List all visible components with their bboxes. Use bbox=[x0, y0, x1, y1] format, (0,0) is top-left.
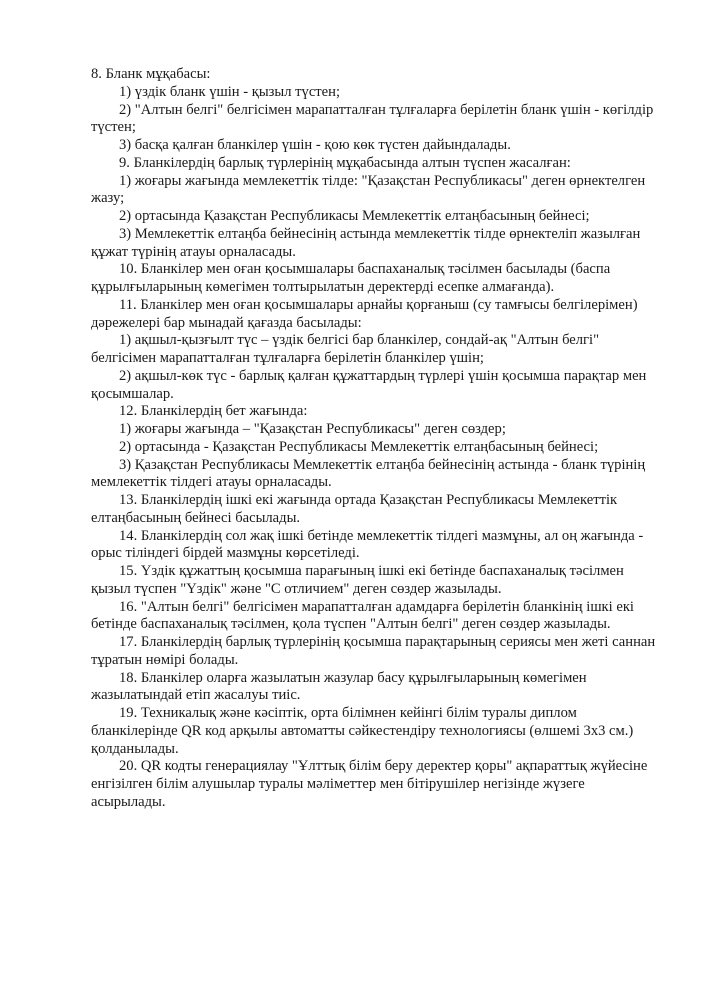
text-line: асырылады. bbox=[91, 793, 166, 810]
text-line: қосымшалар. bbox=[91, 385, 174, 402]
text-line: 11. Бланкілер мен оған қосымшалары арнайы қорғаныш (су тамғысы белгілерімен) bbox=[119, 296, 638, 313]
text-line: енгізілген білім алушылар туралы мәліметтер мен бітірушілер негізінде жүзеге bbox=[91, 776, 585, 792]
text-line: бетінде баспаханалық тәсілмен, қола түспен "Алтын белгі" деген сөздер жазылады. bbox=[91, 616, 611, 633]
text-line: 12. Бланкілердің бет жағында: bbox=[119, 403, 308, 420]
text-line: орыс тіліндегі бірдей мазмұны көрсетіледі. bbox=[91, 545, 360, 562]
text-line: жазылатындай етіп жасалуы тиіс. bbox=[91, 687, 301, 704]
text-line: 17. Бланкілердің барлық түрлерінің қосымша парақтарының сериясы мен жеті саннан bbox=[119, 634, 656, 650]
text-line: 14. Бланкілердің сол жақ ішкі бетінде мемлекеттік тілдегі мазмұны, ал оң жағында - bbox=[119, 527, 644, 544]
text-line: 20. QR кодты генерациялау "Ұлттық білім беру деректер қоры" ақпараттық жүйесіне bbox=[119, 758, 648, 775]
text-line: 19. Техникалық және кәсіптік, орта білімнен кейінгі білім туралы диплом bbox=[119, 705, 577, 721]
text-line: 18. Бланкілер оларға жазылатын жазулар басу құрылғыларының көмегімен bbox=[119, 669, 587, 686]
text-line: мемлекеттік тілдегі атауы орналасады. bbox=[91, 474, 332, 491]
text-line: 13. Бланкілердің ішкі екі жағында ортада Қазақстан Республикасы Мемлекеттік bbox=[119, 492, 618, 508]
text-line: 3) Қазақстан Республикасы Мемлекеттік елтаңба бейнесінің астында - бланк түрінің bbox=[119, 456, 646, 473]
text-line: 10. Бланкілер мен оған қосымшалары баспаханалық тәсілмен басылады (баспа bbox=[119, 261, 611, 278]
text-line: қызыл түспен "Үздік" және "С отличием" деген сөздер жазылады. bbox=[91, 580, 502, 597]
text-line: бланкілерінде QR код арқылы автоматты сәйкестендіру технологиясы (өлшемі 3x3 см.) bbox=[91, 722, 634, 739]
text-line: белгісімен марапатталған тұлғаларға берілетін бланкілер үшін; bbox=[91, 350, 484, 366]
text-line: 1) ақшыл-қызғылт түс – үздік белгісі бар бланкілер, сондай-ақ "Алтын белгі" bbox=[119, 332, 600, 349]
text-line: жазу; bbox=[91, 190, 125, 207]
text-line: 2) ортасында - Қазақстан Республикасы Мемлекеттік елтаңбасының бейнесі; bbox=[119, 438, 599, 455]
text-line: 2) ортасында Қазақстан Республикасы Мемлекеттік елтаңбасының бейнесі; bbox=[119, 208, 590, 224]
text-line: 8. Бланк мұқабасы: bbox=[91, 66, 211, 82]
text-line: құрылғыларының көмегімен толтырылатын деректерді есепке алмағанда). bbox=[91, 279, 555, 295]
text-line: 1) жоғары жағында мемлекеттік тілде: "Қазақстан Республикасы" деген өрнектелген bbox=[119, 172, 646, 189]
text-line: түстен; bbox=[91, 119, 136, 136]
text-line: 16. "Алтын белгі" белгісімен марапатталған адамдарға берілетін бланкінің ішкі екі bbox=[119, 598, 634, 615]
text-line: 2) ақшыл-көк түс - барлық қалған құжаттардың түрлері үшін қосымша парақтар мен bbox=[119, 367, 647, 384]
text-line: 1) жоғары жағында – "Қазақстан Республикасы" деген сөздер; bbox=[119, 421, 506, 437]
text-line: қолданылады. bbox=[91, 740, 179, 757]
text-line: 3) Мемлекеттік елтаңба бейнесінің астында мемлекеттік тілде өрнектеліп жазылған bbox=[119, 225, 641, 242]
text-line: 3) басқа қалған бланкілер үшін - қою көк түстен дайындалады. bbox=[119, 137, 511, 153]
text-line: 15. Үздік құжаттың қосымша парағының ішкі екі бетінде баспаханалық тәсілмен bbox=[119, 563, 624, 579]
text-line: 1) үздік бланк үшін - қызыл түстен; bbox=[119, 83, 341, 100]
text-line: 9. Бланкілердің барлық түрлерінің мұқабасында алтын түспен жасалған: bbox=[119, 154, 571, 171]
text-line: құжат түрінің атауы орналасады. bbox=[91, 243, 296, 260]
document-body bbox=[91, 66, 656, 812]
text-line: дәрежелері бар мынадай қағазда басылады: bbox=[91, 314, 362, 331]
text-line: 2) "Алтын белгі" белгісімен марапатталған тұлғаларға берілетін бланк үшін - көгілдір bbox=[119, 101, 654, 118]
text-line: тұратын нөмірі болады. bbox=[91, 651, 239, 668]
text-line: елтаңбасының бейнесі басылады. bbox=[91, 509, 301, 526]
